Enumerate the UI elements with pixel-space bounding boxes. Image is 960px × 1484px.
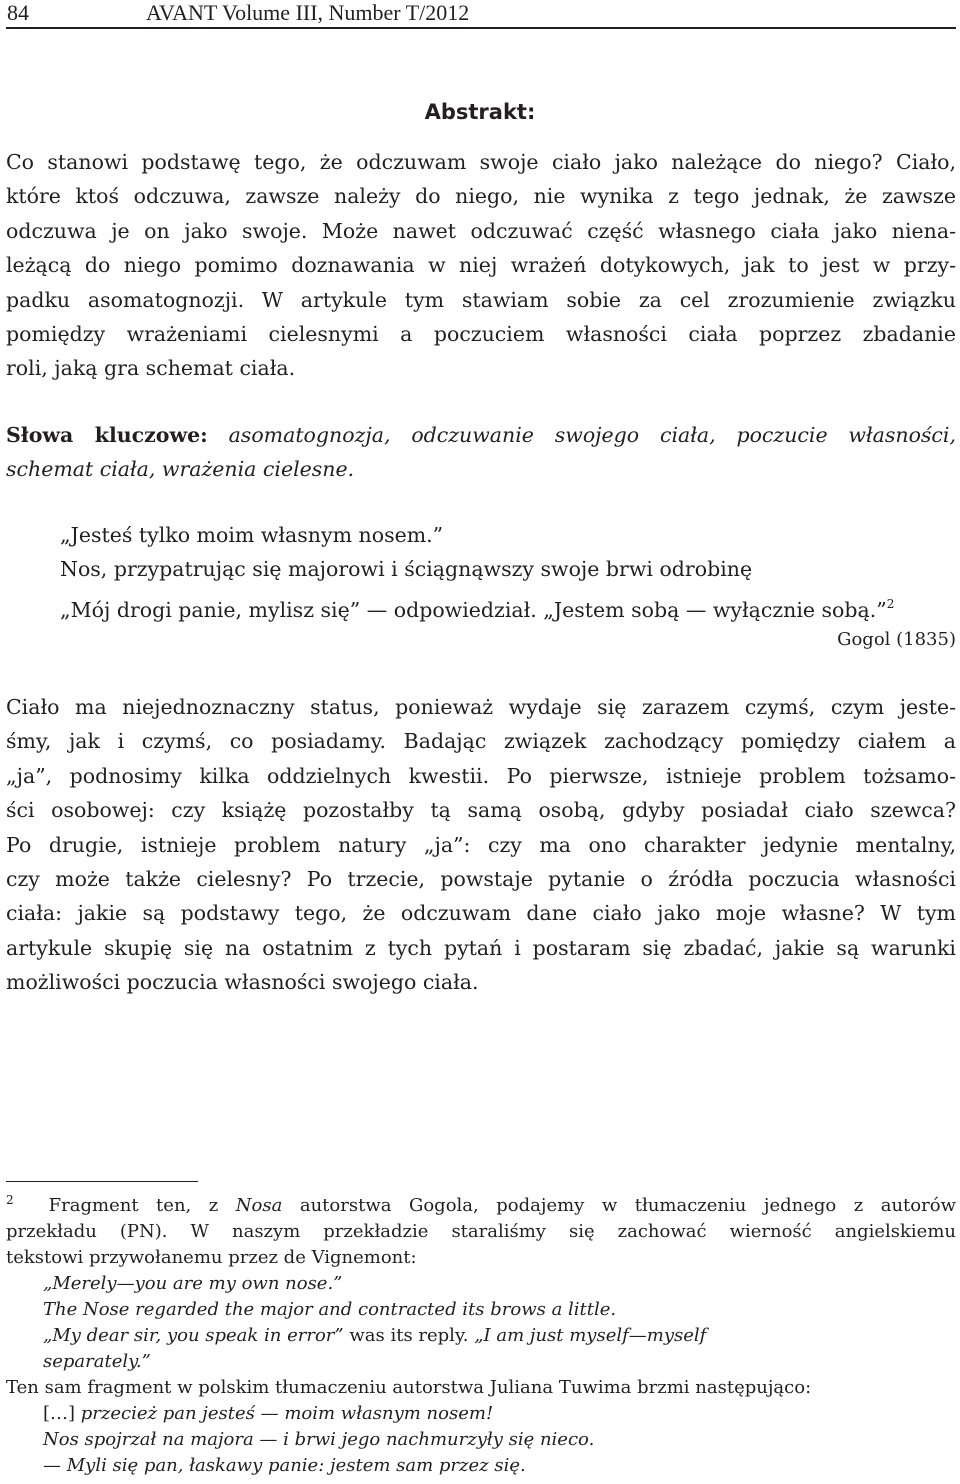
body-line: ciała: jakie są podstawy tego, że odczuwam dane ciało jako moje własne? W tym: [6, 901, 956, 926]
keywords-label: Słowa kluczowe:: [6, 423, 208, 447]
epigraph-line: Nos, przypatrując się majorowi i ściągnąwszy swoje brwi odrobinę: [60, 557, 753, 582]
body-line: czy może także cielesny? Po trzecie, powstaje pytanie o źródła poczucia własności: [6, 867, 956, 892]
abstract-heading: Abstrakt:: [424, 100, 536, 124]
epigraph-source: Gogol (1835): [837, 629, 956, 650]
footnote-quote-line: Nos spojrzał na majora — i brwi jego nachmurzyły się nieco.: [43, 1429, 595, 1450]
footnote-quote-line: „Merely—you are my own nose.”: [43, 1273, 343, 1294]
abstract-line: odczuwa je on jako swoje. Może nawet odczuwać część własnego ciała jako niena-: [6, 218, 956, 243]
abstract-paragraph: [6, 145, 956, 386]
keywords-text: asomatognozja, odczuwanie swojego ciała, poczucie własności,: [228, 423, 956, 447]
footnote-text: tekstowi przywołanemu przez de Vignemont:: [6, 1247, 417, 1268]
abstract-line: pomiędzy wrażeniami cielesnymi a poczuciem własności ciała poprzez zbadanie: [6, 322, 956, 347]
footnote-number: 2: [6, 1193, 14, 1207]
body-line: artykule skupię się na ostatnim z tych pytań i postaram się zbadać, jakie są warunki: [6, 935, 956, 960]
footnote-reference: 2: [886, 596, 895, 611]
footnote: [6, 1187, 956, 1479]
abstract-line: Co stanowi podstawę tego, że odczuwam swoje ciało jako należące do niego? Ciało,: [6, 150, 956, 174]
page-number: 84: [7, 0, 29, 25]
footnote-quote-line: przecież pan jesteś — moim własnym nosem!: [80, 1403, 494, 1424]
footnote-quote-line: was its reply.: [349, 1325, 469, 1346]
keywords-paragraph: [6, 418, 956, 487]
abstract-line: które ktoś odczuwa, zawsze należy do niego, nie wynika z tego jednak, że zawsze: [6, 184, 956, 209]
abstract-line: roli, jaką gra schemat ciała.: [6, 356, 296, 381]
body-line: Ciało ma niejednoznaczny status, ponieważ wydaje się zarazem czymś, czym jeste-: [6, 695, 956, 719]
body-line: Po drugie, istnieje problem natury „ja”: czy ma ono charakter jedynie mentalny,: [6, 832, 956, 857]
footnote-quote-line: The Nose regarded the major and contracted its brows a little.: [43, 1299, 617, 1320]
epigraph-line: „Mój drogi panie, mylisz się” — odpowiedział. „Jestem sobą — wyłącznie sobą.”: [60, 597, 887, 622]
body-line: ści osobowej: czy książę pozostałby tą samą osobą, gdyby posiadał ciało szewca?: [6, 798, 956, 823]
abstract-line: leżącą do niego pomimo doznawania w niej wrażeń dotykowych, jak to jest w przy-: [6, 253, 956, 278]
abstract-line: padku asomatognozji. W artykule tym stawiam sobie za cel zrozumienie związku: [6, 287, 956, 312]
footnote-text: Ten sam fragment w polskim tłumaczeniu autorstwa Juliana Tuwima brzmi następująco:: [6, 1377, 812, 1398]
body-line: śmy, jak i czymś, co posiadamy. Badając związek zachodzący pomiędzy ciałem a: [6, 729, 956, 754]
footnote-quote-line: […]: [43, 1403, 76, 1424]
footnote-quote-line: „My dear sir, you speak in error”: [43, 1325, 344, 1346]
epigraph: [60, 518, 956, 627]
running-header: [6, 0, 956, 29]
footnote-divider: [6, 1181, 198, 1182]
body-line: możliwości poczucia własności swojego ciała.: [6, 970, 479, 995]
body-line: „ja”, podnosimy kilka oddzielnych kwestii. Po pierwsze, istnieje problem tożsamo-: [6, 763, 956, 788]
footnote-text: przekładu (PN). W naszym przekładzie staraliśmy się zachować wierność angielskiemu: [6, 1221, 956, 1242]
footnote-quote-line: — Myli się pan, łaskawy panie: jestem sam przez się.: [43, 1455, 526, 1476]
keywords-text: schemat ciała, wrażenia cielesne.: [6, 457, 355, 482]
footnote-title: Nosa: [235, 1195, 283, 1216]
epigraph-line: „Jesteś tylko moim własnym nosem.”: [60, 523, 444, 547]
body-paragraph: [6, 690, 956, 1000]
footnote-text: autorstwa Gogola, podajemy w tłumaczeniu jednego z autorów: [299, 1195, 956, 1216]
journal-title: AVANT Volume III, Number T/2012: [146, 0, 470, 25]
footnote-quote-line: „I am just myself—myself: [474, 1325, 707, 1346]
footnote-quote-line: separately.”: [43, 1351, 151, 1372]
footnote-text: Fragment ten, z: [48, 1195, 219, 1216]
